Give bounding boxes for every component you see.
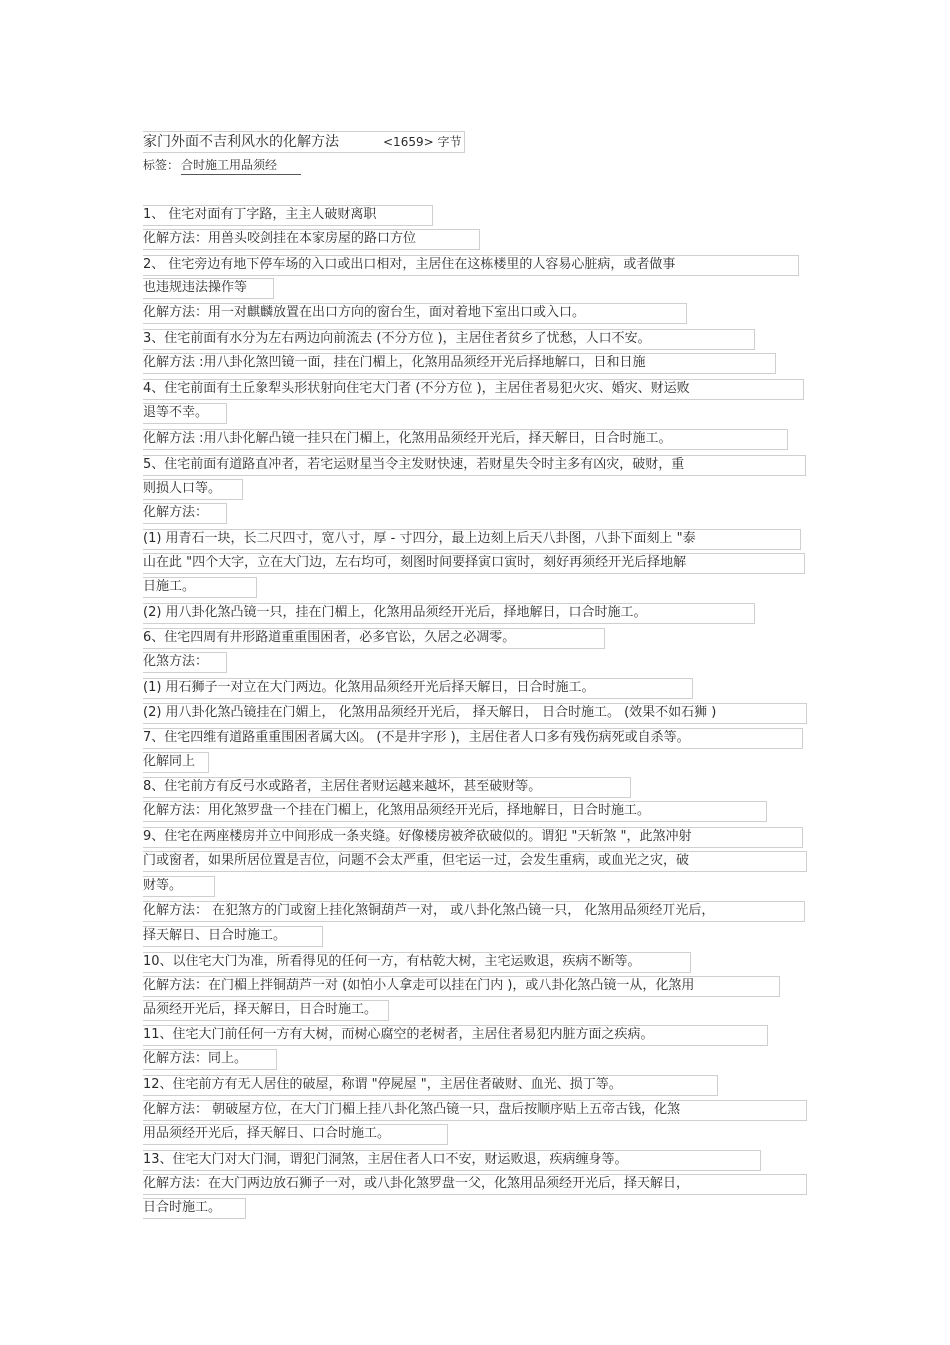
text-line: 门或窗者，如果所居位置是吉位，问题不会太严重，但宅运一过，会发生重病，或血光之灾，破 [143,853,690,868]
text-line: 6、住宅四周有井形路道重重围困者，必多官讼，久居之必凋零。 [143,630,516,645]
text-line: 用品须经开光后，择天解日、口合时施工。 [143,1126,391,1141]
text-line: 品须经开光后，择天解日，日合时施工。 [143,1002,378,1017]
byte-count: <1659> 字节 [383,135,462,149]
tags-value: 合时施工用品须经 [181,156,301,175]
text-line: 化解方法：用兽头咬剑挂在本家房屋的路口方位 [143,231,417,246]
text-line: 财等。 [143,878,183,893]
text-line: 日施工。 [143,579,196,594]
text-line: 化解方法： 朝破屋方位，在大门门楣上挂八卦化煞凸镜一只，盘后按顺序贴上五帝古钱，化煞 [143,1102,681,1117]
text-line: 化解方法：在大门两边放石狮子一对，或八卦化煞罗盘一父，化煞用品须经开光后，择天解日， [143,1176,690,1191]
text-line: 11、住宅大门前任何一方有大树，而树心腐空的老树者，主居住者易犯内脏方面之疾病。 [143,1027,654,1042]
text-line: 化解方法：在门楣上拌铜葫芦一对 (如怕小人拿走可以挂在门内 )，或八卦化煞凸镜一从，化煞用 [143,978,695,993]
text-line: 10、以住宅大门为准，所看得见的任何一方，有枯乾大树，主宅运败退，疾病不断等。 [143,954,641,969]
text-line: 化解方法：同上。 [143,1051,248,1066]
text-line: (1) 用石狮子一对立在大门两边。化煞用品须经开光后择天解日，日合时施工。 [143,680,595,695]
text-line: 日合时施工。 [143,1200,222,1215]
tags-row [143,156,301,176]
text-line: 1、 住宅对面有丁字路，主主人破财离职 [143,207,377,222]
text-line: 山在此 "四个大字，立在大门边，左右均可，刻图时间要择寅口寅时，刻好再须经开光后择地解 [143,555,687,570]
text-line: 则损人口等。 [143,481,222,496]
text-line: 化解方法： 在犯煞方的门或窗上挂化煞铜葫芦一对， 或八卦化煞凸镜一只， 化煞用品须经丌光后， [143,903,715,918]
text-line: 化解方法 :用八卦化煞凹镜一面，挂在门楣上，化煞用品须经开光后择地解口，日和日施 [143,355,646,370]
text-line: (2) 用八卦化煞凸镜挂在门媚上， 化煞用品须经开光后， 择天解日， 日合时施工。 (效果不如石狮 ) [143,705,717,720]
text-line: (2) 用八卦化煞凸镜一只，挂在门楣上，化煞用品须经开光后，择地解日，口合时施工。 [143,605,647,620]
text-line: 13、住宅大门对大门洞，谓犯门洞煞，主居住者人口不安，财运败退，疾病缠身等。 [143,1152,628,1167]
text-line: 2、 住宅旁边有地下停车场的入口或出口相对，主居住在这栋楼里的人容易心脏病，或者做事 [143,257,676,272]
text-line: 4、住宅前面有土丘象犁头形状射向住宅大门者 (不分方位 )，主居住者易犯火灾、婚灾、财运败 [143,381,690,396]
text-line: 化解方法 :用八卦化解凸镜一挂只在门楣上，化煞用品须经开光后，择天解日，日合时施工。 [143,431,672,446]
text-line: 化解方法：用化煞罗盘一个挂在门楣上，化煞用品须经开光后，择地解日，日合时施工。 [143,803,651,818]
text-line: 择天解日、日合时施工。 [143,928,287,943]
document-title: 家门外面不吉利风水的化解方法 [143,134,339,150]
text-line: 12、住宅前方有无人居住的破屋，称谓 "停屍屋 "，主居住者破财、血光、损丁等。 [143,1077,622,1092]
text-line: 7、住宅四维有道路重重围困者属大凶。 (不是井字形 )，主居住者人口多有残伤病死或自杀等。 [143,730,690,745]
text-line: 退等不幸。 [143,405,209,420]
text-line: 8、住宅前方有反弓水或路者，主居住者财运越来越坏，甚至破财等。 [143,779,542,794]
tags-label: 标签： [143,158,180,172]
text-line: 5、住宅前面有道路直冲者，若宅运财星当令主发财快速，若财星失令时主多有凶灾，破财，重 [143,457,685,472]
text-line: 化解方法： [143,505,209,520]
document-title-box [143,131,465,153]
text-line: (1) 用青石一块，长二尺四寸，宽八寸，厚 - 寸四分，最上边刻上后天八卦图，八卦下面刻上 "泰 [143,531,696,546]
text-line: 化解方法：用一对麒麟放置在出口方向的窗台生，面对着地下室出口或入口。 [143,305,586,320]
text-line: 化煞方法： [143,654,209,669]
text-line: 3、住宅前面有水分为左右两边向前流去 (不分方位 )，主居住者贫乡了忧愁，人口不安。 [143,331,651,346]
text-line: 化解同上 [143,754,196,769]
text-line: 9、住宅在两座楼房并立中间形成一条夹缝。好像楼房被斧砍破似的。谓犯 "天斩煞 "，此煞冲射 [143,829,692,844]
text-line: 也违规违法操作等 [143,280,248,295]
